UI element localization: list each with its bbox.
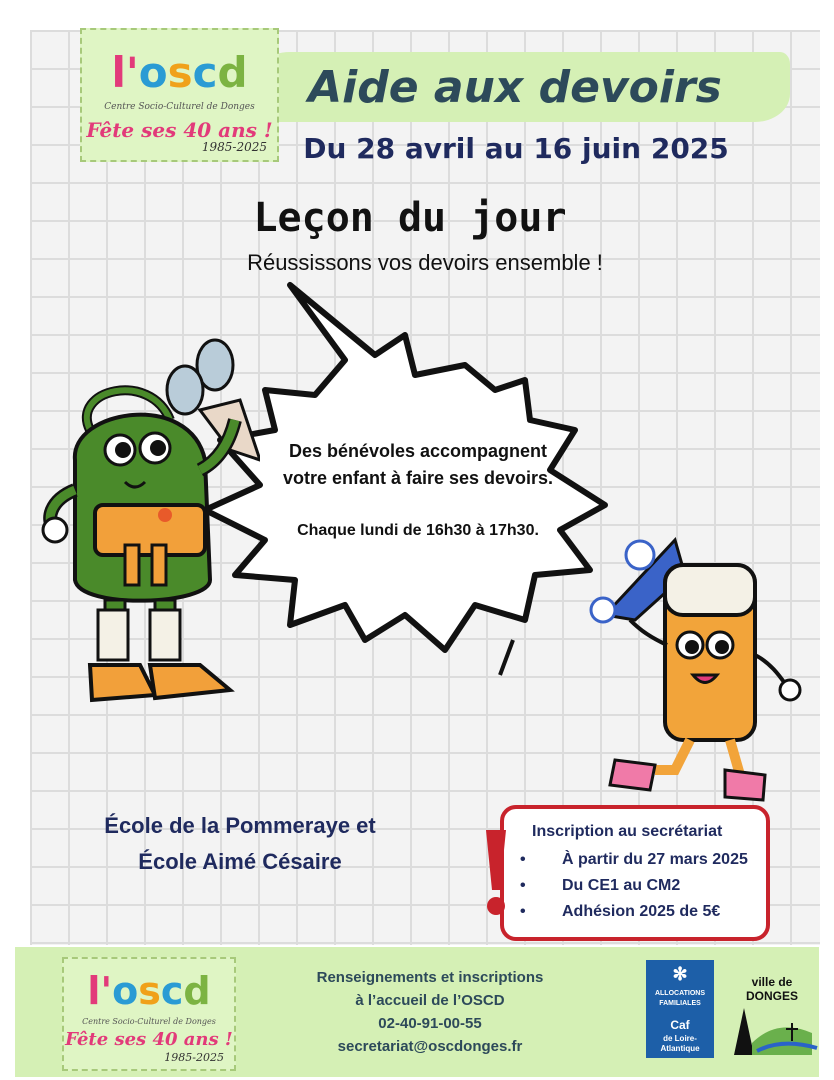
page-title: Aide aux devoirs bbox=[308, 62, 722, 113]
backpack-character-illustration bbox=[30, 320, 260, 720]
footer-line-2: à l’accueil de l’OSCD bbox=[355, 992, 505, 1009]
logo-letter: l' bbox=[87, 969, 113, 1013]
school-line-2: École Aimé Césaire bbox=[138, 849, 342, 874]
logo-letter: c bbox=[192, 48, 218, 97]
logo-subtitle: Centre Socio-Culturel de Donges bbox=[104, 102, 255, 112]
donges-logo bbox=[722, 975, 822, 1060]
exclamation-icon bbox=[480, 828, 510, 918]
caf-line-2: FAMILIALES bbox=[659, 1000, 701, 1007]
lesson-subheading: Réussissons vos devoirs ensemble ! bbox=[247, 250, 603, 275]
logo-years: 1985-2025 bbox=[164, 1051, 224, 1064]
logo-letter: l' bbox=[111, 48, 139, 97]
logo-letter: o bbox=[112, 969, 139, 1013]
school-line-1: École de la Pommeraye et bbox=[104, 813, 376, 838]
list-item: • À partir du 27 mars 2025 bbox=[514, 847, 759, 873]
caf-family-icon: ✻ bbox=[672, 964, 688, 984]
caf-logo bbox=[646, 960, 714, 1058]
logo-letter: o bbox=[138, 48, 168, 97]
donges-line-1: ville de bbox=[751, 975, 793, 989]
footer-email: secretariat@oscdonges.fr bbox=[337, 1038, 523, 1055]
donges-line-2: DONGES bbox=[745, 989, 798, 1003]
bubble-schedule: Chaque lundi de 16h30 à 17h30. bbox=[297, 522, 539, 539]
bubble-text bbox=[248, 438, 588, 540]
logo-letter: d bbox=[183, 969, 211, 1013]
schools-block bbox=[50, 808, 430, 880]
logo-tagline: Fête ses 40 ans ! bbox=[86, 118, 273, 142]
inscription-box bbox=[500, 805, 770, 941]
logo-years: 1985-2025 bbox=[201, 140, 267, 154]
logo-tagline: Fête ses 40 ans ! bbox=[65, 1029, 233, 1050]
bubble-line-2: votre enfant à faire ses devoirs. bbox=[282, 468, 554, 488]
logo-letter: s bbox=[167, 48, 193, 97]
oscd-logo-footer bbox=[62, 957, 236, 1071]
caf-line-1: ALLOCATIONS bbox=[654, 990, 706, 997]
logo-letter: s bbox=[138, 969, 161, 1013]
caf-region-2: Atlantique bbox=[660, 1044, 700, 1053]
date-range: Du 28 avril au 16 juin 2025 bbox=[303, 132, 729, 165]
list-item: • Du CE1 au CM2 bbox=[514, 873, 759, 899]
logo-letter: d bbox=[217, 48, 248, 97]
footer-phone: 02-40-91-00-55 bbox=[378, 1015, 482, 1032]
footer-line-1: Renseignements et inscriptions bbox=[316, 969, 544, 986]
church-icon bbox=[722, 1003, 822, 1058]
lesson-heading: Leçon du jour bbox=[253, 195, 567, 241]
footer-contact bbox=[290, 966, 570, 1058]
caf-region-1: de Loire- bbox=[663, 1034, 697, 1043]
inscription-title: Inscription au secrétariat bbox=[532, 823, 723, 840]
logo-subtitle: Centre Socio-Culturel de Donges bbox=[82, 1017, 216, 1026]
eraser-character-illustration bbox=[575, 535, 805, 805]
list-item: • Adhésion 2025 de 5€ bbox=[514, 899, 759, 925]
caf-brand: Caf bbox=[670, 1018, 690, 1032]
oscd-logo bbox=[80, 28, 279, 162]
inscription-list bbox=[514, 847, 759, 925]
logo-letter: c bbox=[160, 969, 184, 1013]
bubble-line-1: Des bénévoles accompagnent bbox=[288, 441, 548, 461]
